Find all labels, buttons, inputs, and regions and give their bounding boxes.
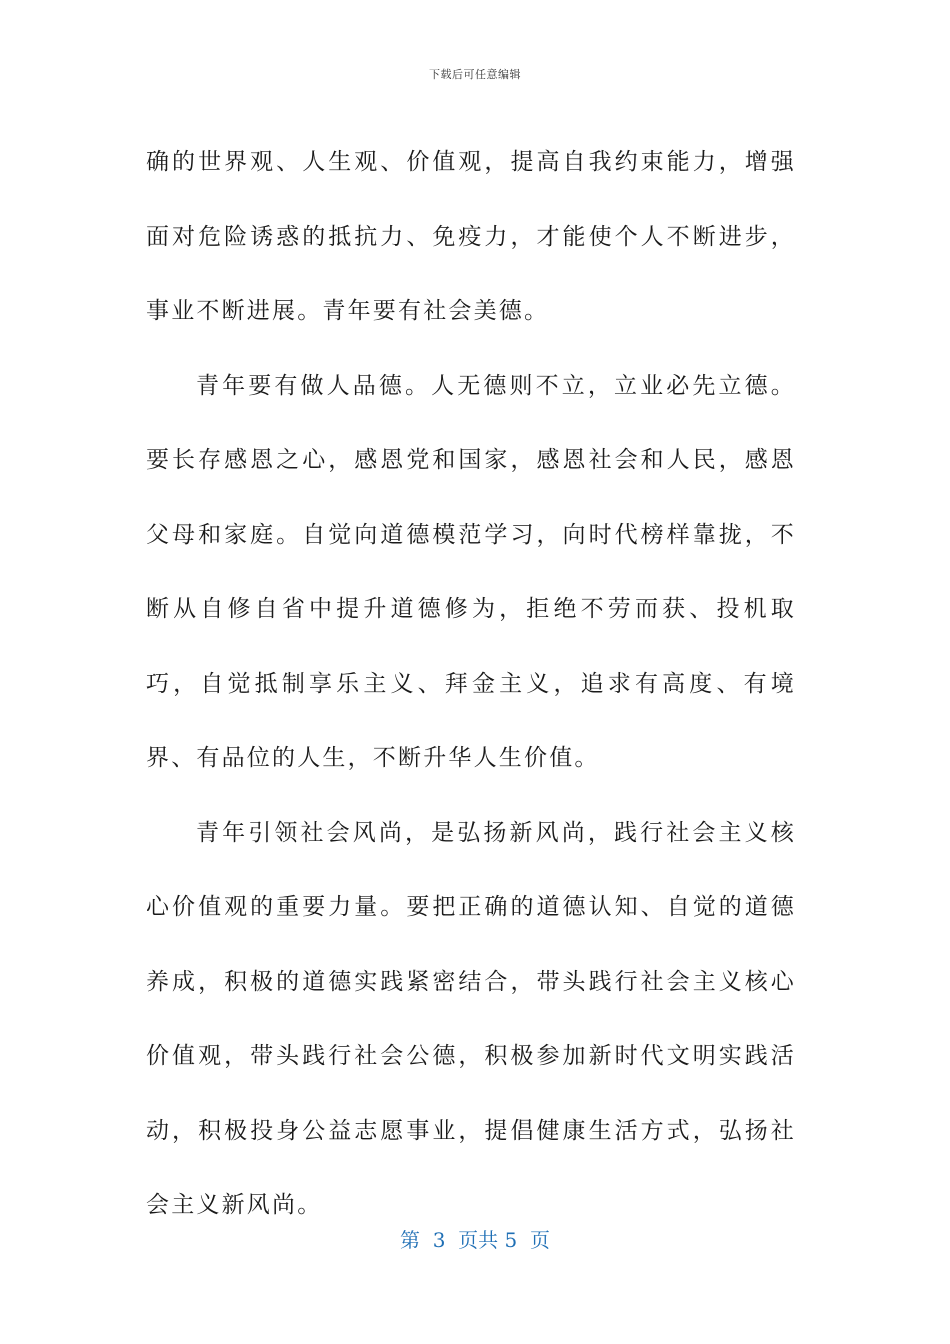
page-number-footer: 第 3 页共 5 页 [400, 1228, 550, 1252]
paragraph-moral-character: 青年要有做人品德。人无德则不立，立业必先立德。要长存感恩之心，感恩党和国家，感恩社会和人民，感恩父母和家庭。自觉向道德模范学习，向时代榜样靠拢，不断从自修自省中提升道德修为，拒绝不劳而获、投机取巧，自觉抵制享乐主义、拜金主义，追求有高度、有境界、有品位的人生，不断升华人生价值。 [146, 372, 796, 771]
paragraph-social-trend: 青年引领社会风尚，是弘扬新风尚，践行社会主义核心价值观的重要力量。要把正确的道德认知、自觉的道德养成，积极的道德实践紧密结合，带头践行社会主义核心价值观，带头践行社会公德，积极参加新时代文明实践活动，积极投身公益志愿事业，提倡健康生活方式，弘扬社会主义新风尚。 [146, 819, 796, 1218]
paragraph-continuation: 确的世界观、人生观、价值观，提高自我约束能力，增强面对危险诱惑的抵抗力、免疫力，才能使个人不断进步，事业不断进展。青年要有社会美德。 [146, 149, 796, 324]
document-body [146, 125, 796, 1243]
page-header: 下载后可任意编辑 [429, 68, 521, 81]
